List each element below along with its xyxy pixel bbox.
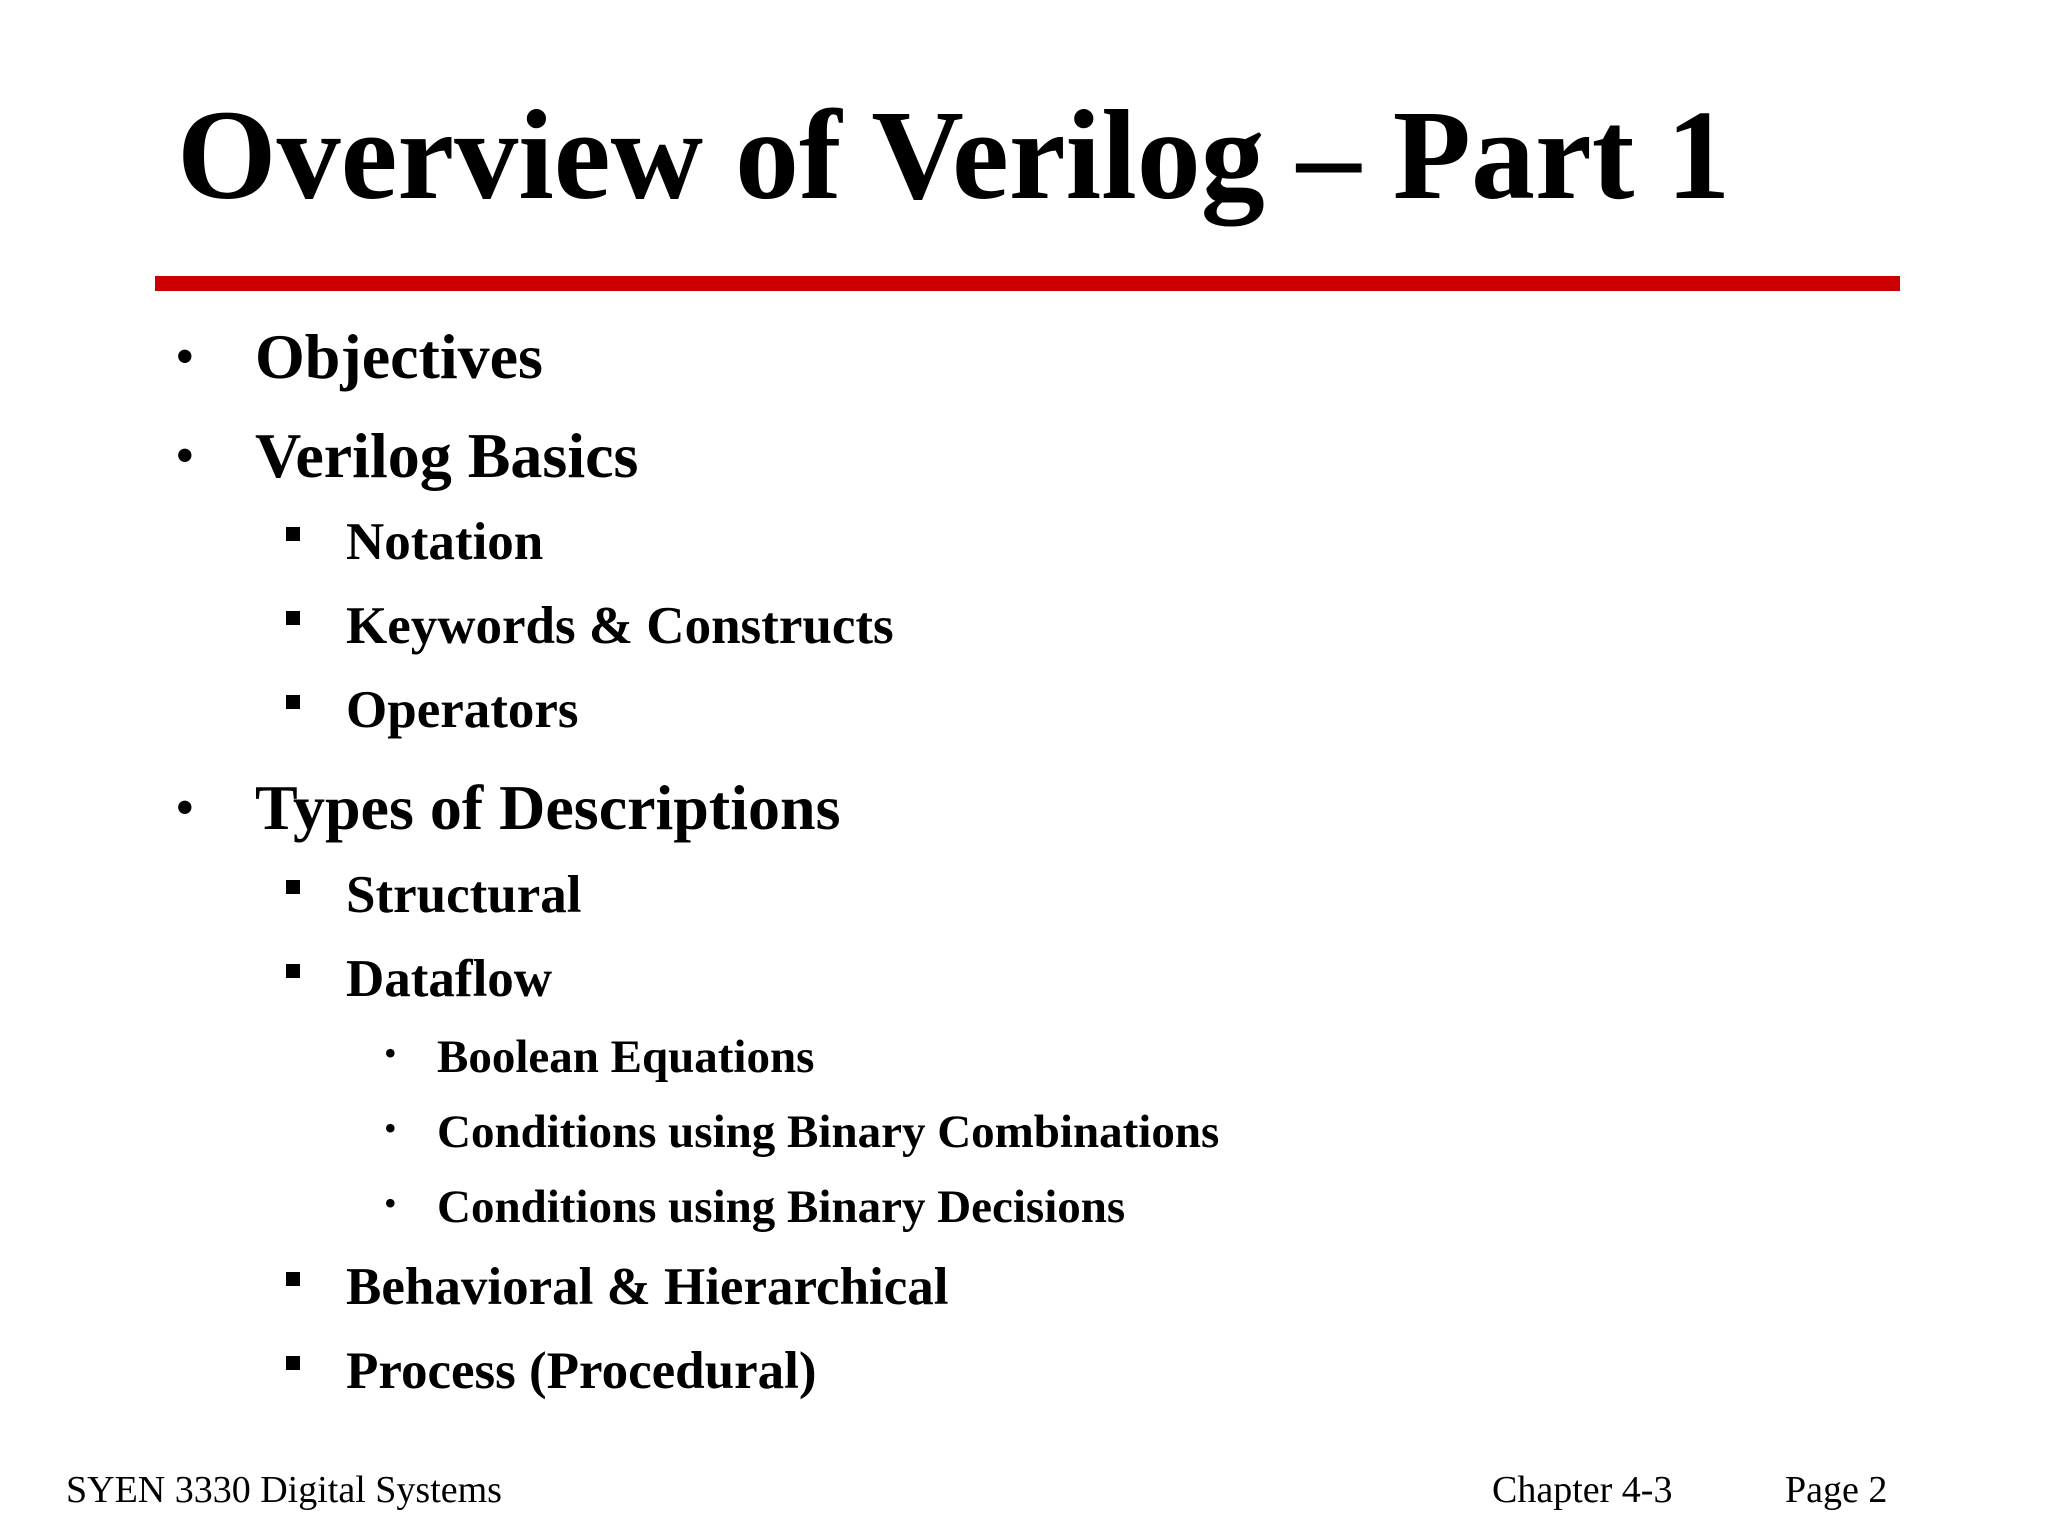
footer-page-number: Page 2 xyxy=(1785,1469,1888,1511)
bullet-marker: • xyxy=(384,1033,397,1073)
slide-title: Overview of Verilog – Part 1 xyxy=(177,84,1731,226)
square-bullet-icon xyxy=(286,527,300,541)
outline-item-text: Structural xyxy=(346,866,582,924)
outline-item-text: Objectives xyxy=(255,321,543,392)
bullet-marker: • xyxy=(175,777,195,839)
bullet-marker: • xyxy=(384,1183,397,1223)
square-bullet-icon xyxy=(286,964,300,978)
bullet-marker: • xyxy=(175,425,195,487)
outline-item-text: Verilog Basics xyxy=(255,420,639,491)
bullet-marker: • xyxy=(384,1108,397,1148)
footer-chapter: Chapter 4-3 xyxy=(1492,1469,1673,1511)
bullet-marker: • xyxy=(175,326,195,388)
outline-item-text: Boolean Equations xyxy=(437,1031,815,1083)
outline-item-text: Notation xyxy=(346,513,544,571)
outline-item-text: Behavioral & Hierarchical xyxy=(346,1258,949,1316)
outline-item-text: Process (Procedural) xyxy=(346,1342,817,1400)
square-bullet-icon xyxy=(286,695,300,709)
outline-item-text: Keywords & Constructs xyxy=(346,597,894,655)
square-bullet-icon xyxy=(286,1356,300,1370)
square-bullet-icon xyxy=(286,1272,300,1286)
square-bullet-icon xyxy=(286,611,300,625)
outline-item-text: Conditions using Binary Decisions xyxy=(437,1181,1126,1233)
square-bullet-icon xyxy=(286,880,300,894)
outline-item-text: Operators xyxy=(346,681,579,739)
outline-item-text: Conditions using Binary Combinations xyxy=(437,1106,1220,1158)
outline-item-text: Dataflow xyxy=(346,950,553,1008)
footer-course: SYEN 3330 Digital Systems xyxy=(66,1469,502,1511)
outline-item-text: Types of Descriptions xyxy=(255,772,841,843)
